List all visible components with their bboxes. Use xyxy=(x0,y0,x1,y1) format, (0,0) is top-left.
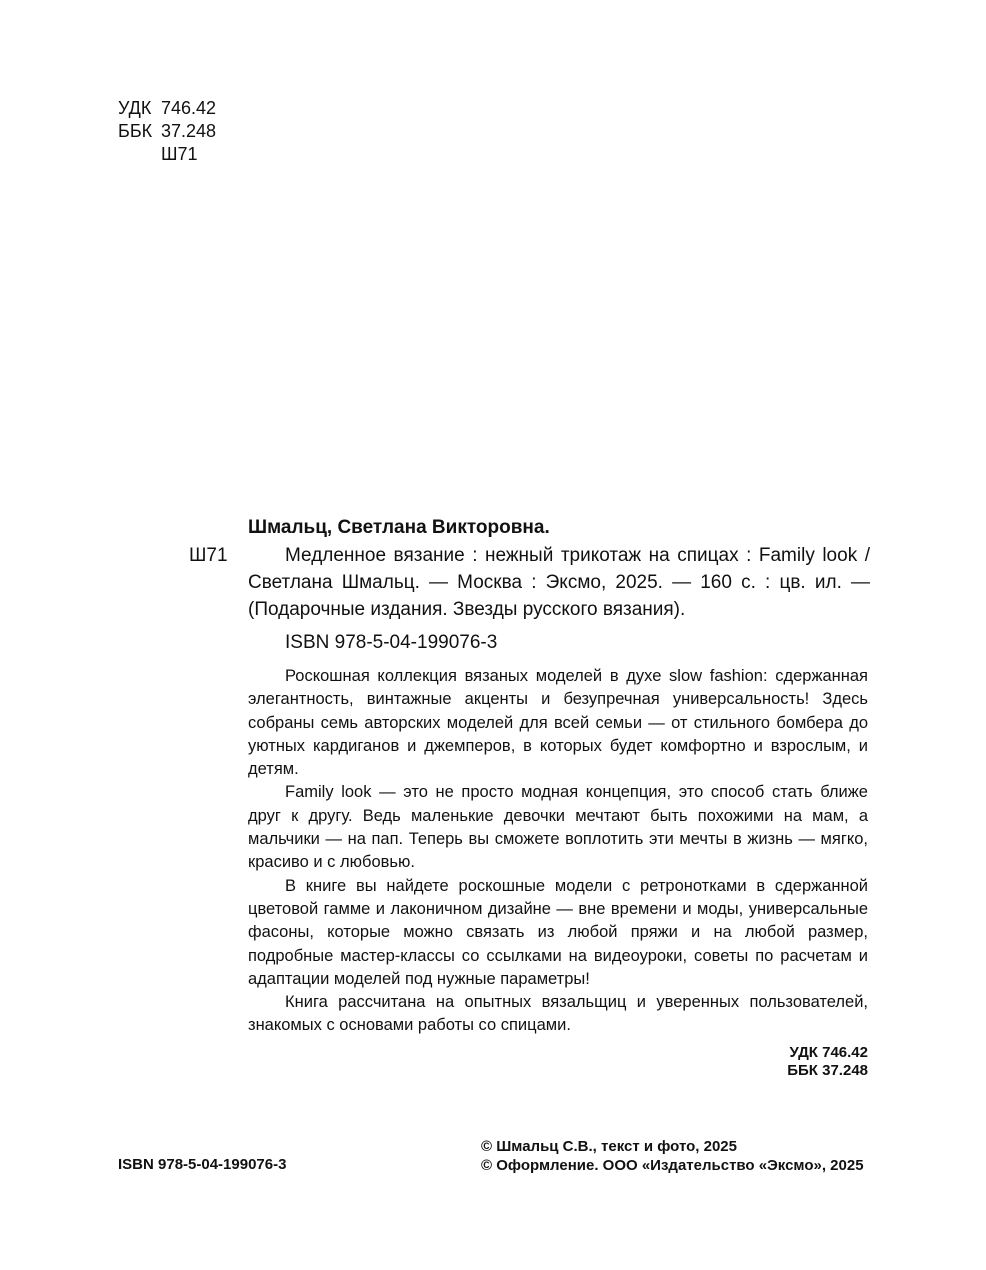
annotation-paragraph: Роскошная коллекция вязаных моделей в духе slow fashion: сдержанная элегантность, винтажные акценты и безупречная универсальность! Здесь собраны семь авторских моделей для всей семьи — от стильного бомбера до уютных кардиганов и джемперов, в которых будет комфортно и взрослым, и детям. xyxy=(248,667,868,779)
bbk-label: ББК xyxy=(118,121,153,141)
entry-author: Шмальц, Светлана Викторовна. xyxy=(248,517,550,538)
annotation-paragraph: Книга рассчитана на опытных вязальщиц и уверенных пользователей, знакомых с основами работы со спицами. xyxy=(248,993,868,1035)
annotation-paragraph: В книге вы найдете роскошные модели с ретронотками в сдержанной цветовой гамме и лаконичном дизайне — вне времени и моды, универсальные фасоны, которые можно связать из любой пряжи и на любой размер, подробные мастер-классы со ссылками на видеоуроки, советы по расчетам и адаптации моделей под нужные параметры! xyxy=(248,876,868,988)
entry-author-mark: Ш71 xyxy=(189,545,228,566)
annotation-paragraph: Family look — это не просто модная концепция, это способ стать ближе друг к другу. Ведь маленькие девочки мечтают быть похожими на мам, а мальчики — на пап. Теперь вы сможете воплотить эти мечты в жизнь — мягко, красиво и с любовью. xyxy=(248,783,868,872)
copyright-design: © Оформление. ООО «Издательство «Эксмо», 2025 xyxy=(481,1157,864,1174)
annotation xyxy=(248,665,868,1038)
entry-isbn: ISBN 978-5-04-199076-3 xyxy=(285,632,498,653)
bottom-isbn: ISBN 978-5-04-199076-3 xyxy=(118,1156,287,1173)
copyright-text-photo: © Шмальц С.В., текст и фото, 2025 xyxy=(481,1138,737,1155)
copyright-block xyxy=(481,1137,864,1175)
bbk-value: 37.248 xyxy=(161,121,217,141)
udk-label: УДК xyxy=(118,98,152,118)
bottom-udk: УДК 746.42 xyxy=(789,1044,868,1061)
bottom-classification-codes xyxy=(620,1044,868,1080)
bbk-line xyxy=(118,120,216,143)
udk-value: 746.42 xyxy=(161,98,217,118)
author-mark: Ш71 xyxy=(161,144,198,164)
bottom-bbk: ББК 37.248 xyxy=(787,1062,868,1079)
top-classification-codes xyxy=(118,97,216,166)
bibliographic-description: Медленное вязание : нежный трикотаж на спицах : Family look / Светлана Шмальц. — Москва : Эксмо, 2025. — 160 с. : цв. ил. — (Подарочные издания. Звезды русского вязания). xyxy=(248,545,870,620)
udk-line xyxy=(118,97,216,120)
